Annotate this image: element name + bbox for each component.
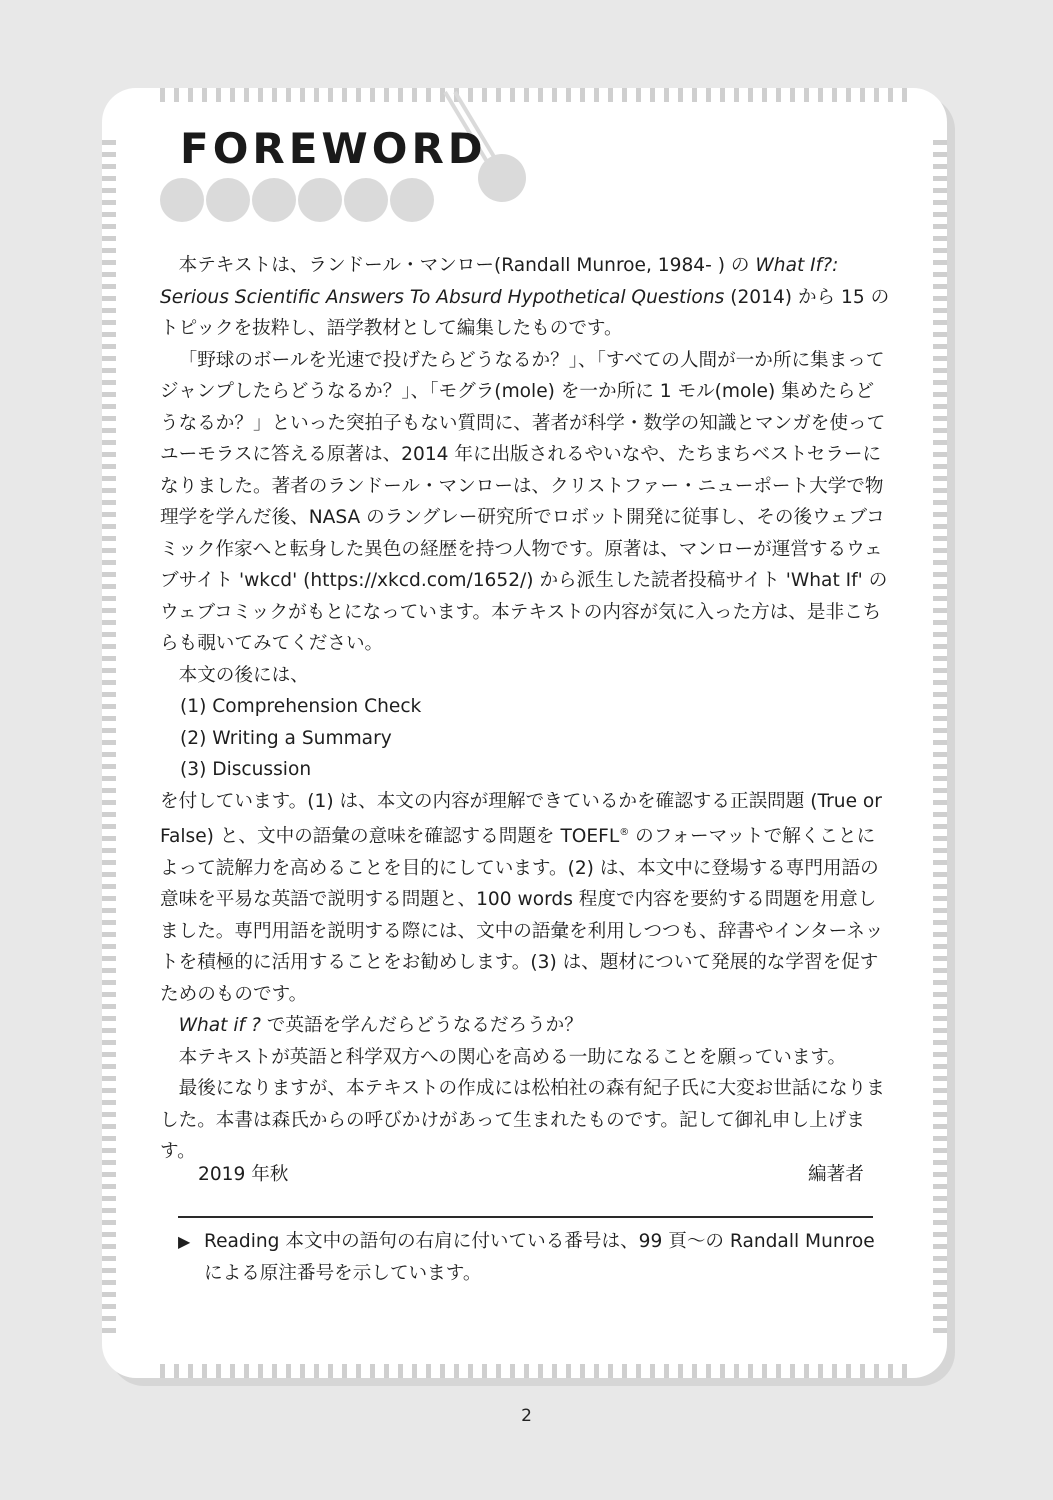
pendulum-ball — [344, 178, 388, 222]
paragraph-about-book: 「野球のボールを光速で投げたらどうなるか？」、「すべての人間が一か所に集まってジャンプしたらどうなるか？」、「モグラ(mole) を一か所に 1 モル(mole) 集めたらどうなるか？」といった突拍子もない質問に、著者が科学・数学の知識とマンガを使ってユーモラスに答える原著は、2014 年に出版されるやいなや、たちまちベストセラーになりました。著者のランドール・マンローは、クリストファー・ニューポート大学で物理学を学んだ後、NASA のラングレー研究所でロボット開発に従事し、その後ウェブコミック作家へと転身した異色の経歴を持つ人物です。原著は、マンローが運営するウェブサイト 'wkcd' (https://xkcd.com/1652/) から派生した読者投稿サイト 'What If' のウェブコミックがもとになっています。本テキストの内容が気に入った方は、是非こちらも覗いてみてください。 — [160, 349, 888, 654]
intro-text-a: 本テキストは、ランドール・マンロー(Randall Munroe, 1984- ) の — [178, 255, 756, 276]
note-line-1: Reading 本文中の語句の右肩に付いている番号は、99 頁〜の Randall Munroe — [204, 1231, 875, 1252]
triangle-bullet-icon: ▶ — [178, 1232, 191, 1251]
paragraph-what-if — [160, 1010, 890, 1042]
signature-date: 2019 年秋 — [198, 1164, 289, 1185]
pendulum-ball — [252, 178, 296, 222]
what-if-italic: What if ? — [178, 1015, 261, 1037]
pendulum-ball — [160, 178, 204, 222]
reading-note — [178, 1226, 878, 1289]
signature-author: 編著者 — [808, 1164, 864, 1185]
sections-text-b: のフォーマットで解くことによって読解力を高めることを目的にしています。(2) は、本文中に登場する専門用語の意味を平易な英語で説明する問題と、100 words 程度で内容を要約する問題を用意しました。専門用語を説明する際には、文中の語彙を利用しつつも、辞書やインターネットを積極的に活用することをお勧めします。(3) は、題材について発展的な学習を促すためのものです。 — [160, 826, 884, 1005]
paragraph-thanks: 最後になりますが、本テキストの作成には松柏社の森有紀子氏に大変お世話になりました。本書は森氏からの呼びかけがあって生まれたものです。記して御礼申し上げます。 — [160, 1078, 885, 1163]
intro-text-b: (2014) から 15 のトピックを抜粋し、語学教材として編集したものです。 — [160, 286, 890, 339]
list-item: (3) Discussion — [180, 759, 312, 780]
page-title: FOREWORD — [180, 124, 487, 173]
section-list — [160, 691, 890, 786]
pendulum-ball — [206, 178, 250, 222]
what-if-text: で英語を学んだらどうなるだろうか？ — [260, 1015, 583, 1037]
pendulum-ball — [390, 178, 434, 222]
book-title: What If?: Serious Scientific Answers To Absurd Hypothetical Questions — [160, 255, 839, 308]
note-line-2: による原注番号を示しています。 — [204, 1262, 482, 1284]
registered-mark: ® — [619, 827, 630, 838]
list-item: (1) Comprehension Check — [180, 696, 422, 717]
note-divider — [178, 1216, 873, 1218]
paragraph-intro — [160, 250, 890, 345]
paragraph-hope: 本テキストが英語と科学双方への関心を高める一助になることを願っています。 — [178, 1046, 847, 1068]
pendulum-ball — [298, 178, 342, 222]
paragraph-sections-lead: 本文の後には、 — [178, 664, 309, 686]
page-number: 2 — [521, 1406, 532, 1426]
foreword-body — [160, 250, 890, 1168]
list-item: (2) Writing a Summary — [180, 727, 392, 749]
sections-text-a: を付しています。(1) は、本文の内容が理解できているかを確認する正誤問題 (True or False) と、文中の語彙の意味を確認する問題を TOEFL — [160, 790, 882, 848]
paragraph-sections-detail — [160, 786, 890, 1011]
